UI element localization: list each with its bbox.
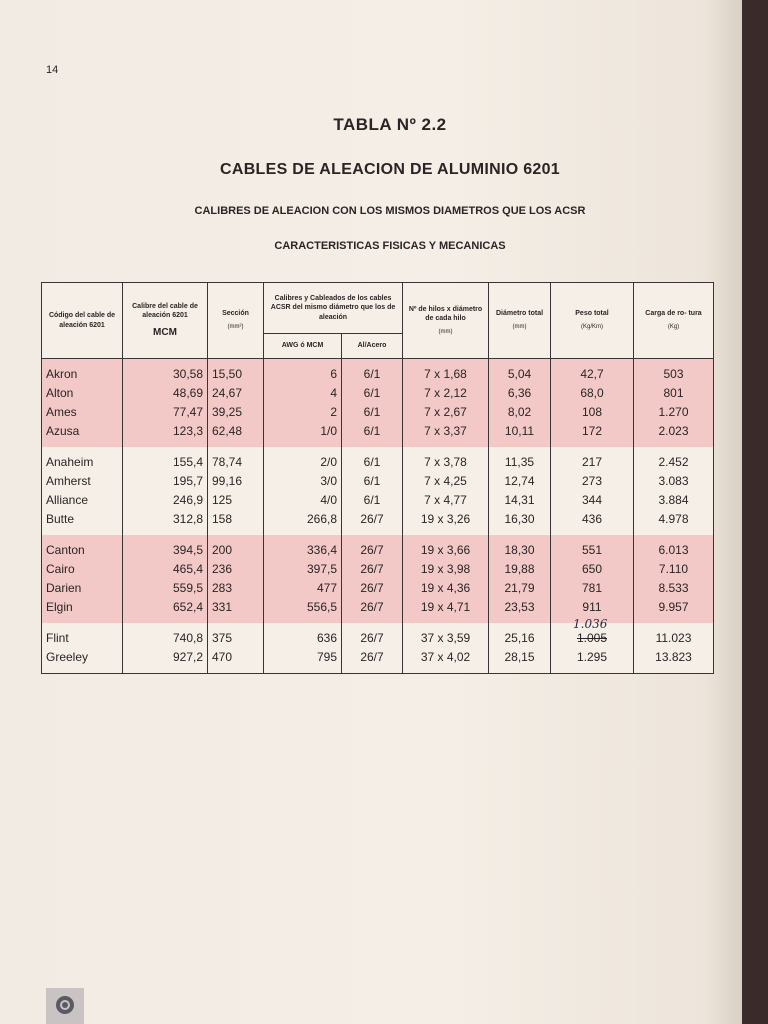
cell-name: Cairo bbox=[42, 560, 123, 579]
table-subtitle: CABLES DE ALEACION DE ALUMINIO 6201 bbox=[219, 161, 561, 178]
cell-name: Azusa bbox=[42, 422, 123, 441]
header-carga: Carga de ro- tura (Kg) bbox=[634, 283, 714, 359]
cell-awg: 6 bbox=[264, 365, 342, 384]
cell-awg: 1/0 bbox=[264, 422, 342, 441]
cell-name: Canton bbox=[42, 541, 123, 560]
cell-diametro: 16,30 bbox=[489, 510, 551, 529]
cell-carga: 6.013 bbox=[634, 541, 714, 560]
cell-awg: 266,8 bbox=[264, 510, 342, 529]
header-peso: Peso total (Kg/Km) bbox=[551, 283, 634, 359]
cell-alacero: 6/1 bbox=[342, 491, 403, 510]
cell-carga: 13.823 bbox=[634, 648, 714, 667]
table-row bbox=[42, 384, 714, 403]
cell-name: Ames bbox=[42, 403, 123, 422]
table-row bbox=[42, 579, 714, 598]
table-row bbox=[42, 648, 714, 667]
cell-carga: 7.110 bbox=[634, 560, 714, 579]
cell-name: Alliance bbox=[42, 491, 123, 510]
cell-mcm: 30,58 bbox=[123, 365, 208, 384]
cell-awg: 397,5 bbox=[264, 560, 342, 579]
cell-hilos: 7 x 3,37 bbox=[403, 422, 489, 441]
cell-carga: 8.533 bbox=[634, 579, 714, 598]
page-number: 14 bbox=[46, 64, 59, 76]
header-awg: AWG ó MCM bbox=[264, 334, 342, 359]
table-row bbox=[42, 422, 714, 441]
cell-carga: 2.023 bbox=[634, 422, 714, 441]
cell-name: Amherst bbox=[42, 472, 123, 491]
cell-peso: 436 bbox=[551, 510, 634, 529]
cell-alacero: 26/7 bbox=[342, 541, 403, 560]
table-title: TABLA Nº 2.2 bbox=[333, 115, 447, 134]
cell-hilos: 7 x 4,77 bbox=[403, 491, 489, 510]
table-row bbox=[42, 541, 714, 560]
cell-diametro: 19,88 bbox=[489, 560, 551, 579]
cell-mcm: 740,8 bbox=[123, 629, 208, 648]
cell-awg: 2 bbox=[264, 403, 342, 422]
cell-carga: 801 bbox=[634, 384, 714, 403]
cell-seccion: 331 bbox=[208, 598, 264, 617]
cell-seccion: 125 bbox=[208, 491, 264, 510]
cell-peso: 911 bbox=[551, 598, 634, 617]
cell-awg: 3/0 bbox=[264, 472, 342, 491]
cell-alacero: 6/1 bbox=[342, 365, 403, 384]
row-group bbox=[42, 617, 714, 674]
cell-diametro: 8,02 bbox=[489, 403, 551, 422]
cell-seccion: 283 bbox=[208, 579, 264, 598]
cell-seccion: 78,74 bbox=[208, 453, 264, 472]
cell-seccion: 99,16 bbox=[208, 472, 264, 491]
header-alacero: Al/Acero bbox=[342, 334, 403, 359]
cell-mcm: 312,8 bbox=[123, 510, 208, 529]
table-row bbox=[42, 403, 714, 422]
table-row bbox=[42, 491, 714, 510]
cell-awg: 556,5 bbox=[264, 598, 342, 617]
cell-diametro: 11,35 bbox=[489, 453, 551, 472]
cell-mcm: 652,4 bbox=[123, 598, 208, 617]
cell-seccion: 200 bbox=[208, 541, 264, 560]
cell-awg: 636 bbox=[264, 629, 342, 648]
cell-awg: 4 bbox=[264, 384, 342, 403]
table-caption-1: CALIBRES DE ALEACION CON LOS MISMOS DIAMETROS QUE LOS ACSR bbox=[194, 205, 586, 217]
cell-peso: 68,0 bbox=[551, 384, 634, 403]
header-acsr: Calibres y Cableados de los cables ACSR del mismo diámetro que los de aleación bbox=[264, 283, 403, 334]
cell-peso: 1.295 bbox=[551, 648, 634, 667]
cell-seccion: 158 bbox=[208, 510, 264, 529]
cell-seccion: 62,48 bbox=[208, 422, 264, 441]
cell-carga: 4.978 bbox=[634, 510, 714, 529]
cell-alacero: 6/1 bbox=[342, 472, 403, 491]
cell-hilos: 37 x 4,02 bbox=[403, 648, 489, 667]
cell-mcm: 195,7 bbox=[123, 472, 208, 491]
cell-mcm: 77,47 bbox=[123, 403, 208, 422]
cell-name: Darien bbox=[42, 579, 123, 598]
cell-peso: 781 bbox=[551, 579, 634, 598]
cell-name: Flint bbox=[42, 629, 123, 648]
cell-peso: 344 bbox=[551, 491, 634, 510]
table-row bbox=[42, 453, 714, 472]
cell-carga: 3.884 bbox=[634, 491, 714, 510]
cell-alacero: 6/1 bbox=[342, 403, 403, 422]
cell-diametro: 12,74 bbox=[489, 472, 551, 491]
cell-mcm: 246,9 bbox=[123, 491, 208, 510]
cell-name: Alton bbox=[42, 384, 123, 403]
row-group bbox=[42, 447, 714, 535]
cell-hilos: 19 x 4,36 bbox=[403, 579, 489, 598]
header-diametro: Diámetro total (mm) bbox=[489, 283, 551, 359]
table-row bbox=[42, 560, 714, 579]
cell-alacero: 26/7 bbox=[342, 629, 403, 648]
cell-awg: 477 bbox=[264, 579, 342, 598]
cell-diametro: 23,53 bbox=[489, 598, 551, 617]
row-group bbox=[42, 535, 714, 623]
cell-mcm: 465,4 bbox=[123, 560, 208, 579]
cell-mcm: 48,69 bbox=[123, 384, 208, 403]
cell-name: Butte bbox=[42, 510, 123, 529]
cell-diametro: 14,31 bbox=[489, 491, 551, 510]
cell-hilos: 7 x 1,68 bbox=[403, 365, 489, 384]
cell-mcm: 927,2 bbox=[123, 648, 208, 667]
cell-hilos: 19 x 3,26 bbox=[403, 510, 489, 529]
cell-mcm: 155,4 bbox=[123, 453, 208, 472]
cell-seccion: 375 bbox=[208, 629, 264, 648]
cell-seccion: 39,25 bbox=[208, 403, 264, 422]
cell-name: Greeley bbox=[42, 648, 123, 667]
publisher-logo bbox=[46, 988, 84, 1024]
cable-data-table bbox=[41, 282, 714, 674]
row-group bbox=[42, 359, 714, 448]
cell-diametro: 28,15 bbox=[489, 648, 551, 667]
cell-peso: 172 bbox=[551, 422, 634, 441]
cell-diametro: 18,30 bbox=[489, 541, 551, 560]
cell-carga: 3.083 bbox=[634, 472, 714, 491]
cell-hilos: 7 x 4,25 bbox=[403, 472, 489, 491]
cell-seccion: 470 bbox=[208, 648, 264, 667]
cell-mcm: 559,5 bbox=[123, 579, 208, 598]
cell-hilos: 7 x 2,67 bbox=[403, 403, 489, 422]
cell-diametro: 25,16 bbox=[489, 629, 551, 648]
cell-name: Akron bbox=[42, 365, 123, 384]
cell-mcm: 123,3 bbox=[123, 422, 208, 441]
table-row bbox=[42, 365, 714, 384]
header-codigo: Código del cable de aleación 6201 bbox=[42, 283, 123, 359]
cell-diametro: 10,11 bbox=[489, 422, 551, 441]
cell-alacero: 6/1 bbox=[342, 453, 403, 472]
cell-carga: 1.270 bbox=[634, 403, 714, 422]
cell-diametro: 6,36 bbox=[489, 384, 551, 403]
table-caption-2: CARACTERISTICAS FISICAS Y MECANICAS bbox=[274, 240, 506, 252]
cell-awg: 336,4 bbox=[264, 541, 342, 560]
table-row bbox=[42, 510, 714, 529]
cell-seccion: 24,67 bbox=[208, 384, 264, 403]
cell-alacero: 26/7 bbox=[342, 579, 403, 598]
logo-dot-icon bbox=[62, 1002, 68, 1008]
cell-peso: 108 bbox=[551, 403, 634, 422]
cell-alacero: 26/7 bbox=[342, 510, 403, 529]
cell-alacero: 6/1 bbox=[342, 384, 403, 403]
cell-peso: 650 bbox=[551, 560, 634, 579]
cell-diametro: 5,04 bbox=[489, 365, 551, 384]
cell-seccion: 236 bbox=[208, 560, 264, 579]
cell-name: Elgin bbox=[42, 598, 123, 617]
header-hilos: Nº de hilos x diámetro de cada hilo (mm) bbox=[403, 283, 489, 359]
cell-alacero: 26/7 bbox=[342, 598, 403, 617]
cell-diametro: 21,79 bbox=[489, 579, 551, 598]
cell-hilos: 19 x 3,98 bbox=[403, 560, 489, 579]
cell-hilos: 19 x 4,71 bbox=[403, 598, 489, 617]
cell-name: Anaheim bbox=[42, 453, 123, 472]
cell-carga: 9.957 bbox=[634, 598, 714, 617]
cell-hilos: 37 x 3,59 bbox=[403, 629, 489, 648]
table-row bbox=[42, 629, 714, 648]
handwritten-correction: 1.036 bbox=[573, 617, 608, 631]
table-row bbox=[42, 598, 714, 617]
cell-awg: 2/0 bbox=[264, 453, 342, 472]
cell-carga: 2.452 bbox=[634, 453, 714, 472]
cell-alacero: 26/7 bbox=[342, 648, 403, 667]
cell-alacero: 26/7 bbox=[342, 560, 403, 579]
table-row bbox=[42, 472, 714, 491]
cell-carga: 503 bbox=[634, 365, 714, 384]
cell-awg: 4/0 bbox=[264, 491, 342, 510]
cell-alacero: 6/1 bbox=[342, 422, 403, 441]
cell-hilos: 7 x 3,78 bbox=[403, 453, 489, 472]
cell-carga: 11.023 bbox=[634, 629, 714, 648]
header-calibre: Calibre del cable de aleación 6201 MCM bbox=[123, 283, 208, 359]
cell-peso: 551 bbox=[551, 541, 634, 560]
cell-peso: 1.005 1.036 bbox=[551, 629, 634, 648]
cell-hilos: 7 x 2,12 bbox=[403, 384, 489, 403]
cell-awg: 795 bbox=[264, 648, 342, 667]
cell-mcm: 394,5 bbox=[123, 541, 208, 560]
cell-peso: 273 bbox=[551, 472, 634, 491]
cell-peso: 42,7 bbox=[551, 365, 634, 384]
cell-hilos: 19 x 3,66 bbox=[403, 541, 489, 560]
cell-peso: 217 bbox=[551, 453, 634, 472]
cell-seccion: 15,50 bbox=[208, 365, 264, 384]
header-seccion: Sección (mm²) bbox=[208, 283, 264, 359]
